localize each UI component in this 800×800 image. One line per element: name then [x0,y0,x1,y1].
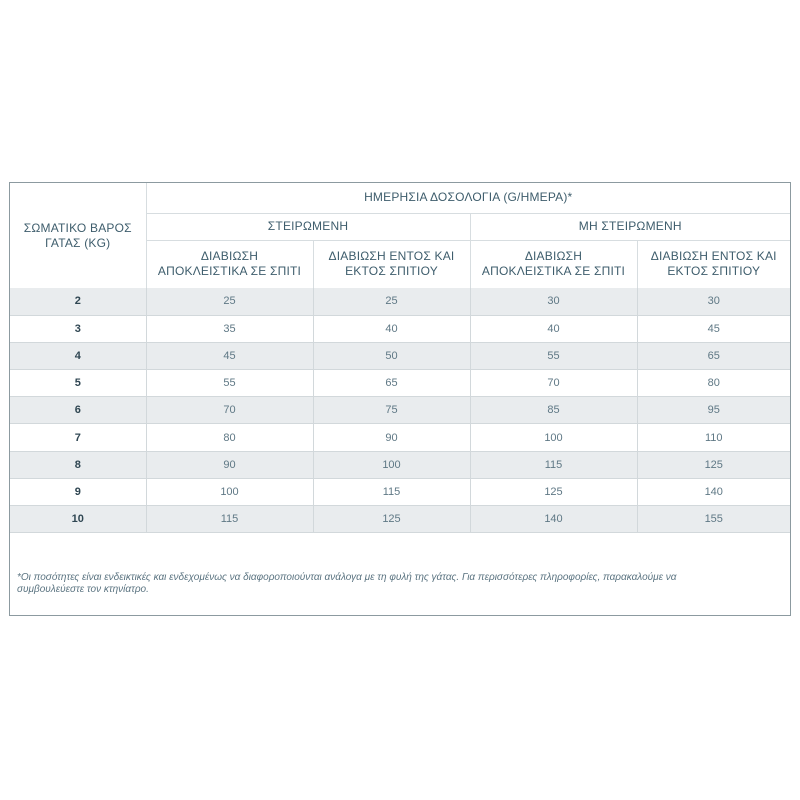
value-cell: 125 [313,506,470,533]
value-cell: 140 [637,478,790,505]
column-header-line1: ΔΙΑΒΙΩΣΗ [200,249,259,264]
column-header-line1: ΔΙΑΒΙΩΣΗ ΕΝΤΟΣ ΚΑΙ [650,249,777,264]
value-cell: 85 [470,397,637,424]
column-header-line2: ΕΚΤΟΣ ΣΠΙΤΙΟΥ [345,264,438,279]
column-header-line1: ΔΙΑΒΙΩΣΗ ΕΝΤΟΣ ΚΑΙ [328,249,455,264]
value-cell: 30 [470,288,637,315]
column-header-line2: ΑΠΟΚΛΕΙΣΤΙΚΑ ΣΕ ΣΠΙΤΙ [481,264,626,279]
value-cell: 40 [470,315,637,342]
neutered-group-header: ΣΤΕΙΡΩΜΕΝΗ [146,213,470,240]
non-neutered-indoor-header [470,240,637,288]
value-cell: 45 [637,315,790,342]
table-row [10,478,790,505]
value-cell: 100 [470,424,637,451]
value-cell: 65 [313,370,470,397]
weight-cell: 5 [10,370,146,397]
value-cell: 40 [313,315,470,342]
value-cell: 95 [637,397,790,424]
weight-cell: 10 [10,506,146,533]
value-cell: 155 [637,506,790,533]
value-cell: 30 [637,288,790,315]
value-cell: 115 [470,451,637,478]
value-cell: 80 [146,424,313,451]
table-row [10,424,790,451]
column-header-line2: ΕΚΤΟΣ ΣΠΙΤΙΟΥ [667,264,761,279]
value-cell: 25 [146,288,313,315]
weight-header-line1: ΣΩΜΑΤΙΚΟ ΒΑΡΟΣ [23,220,132,235]
value-cell: 55 [146,370,313,397]
weight-cell: 8 [10,451,146,478]
column-header-line2: ΑΠΟΚΛΕΙΣΤΙΚΑ ΣΕ ΣΠΙΤΙ [157,264,302,279]
value-cell: 35 [146,315,313,342]
weight-cell: 9 [10,478,146,505]
value-cell: 55 [470,342,637,369]
value-cell: 115 [146,506,313,533]
weight-cell: 6 [10,397,146,424]
value-cell: 75 [313,397,470,424]
value-cell: 80 [637,370,790,397]
value-cell: 25 [313,288,470,315]
neutered-indoor-header [146,240,313,288]
weight-cell: 4 [10,342,146,369]
value-cell: 125 [470,478,637,505]
table-row [10,315,790,342]
value-cell: 100 [313,451,470,478]
value-cell: 70 [470,370,637,397]
value-cell: 45 [146,342,313,369]
value-cell: 125 [637,451,790,478]
weight-cell: 2 [10,288,146,315]
weight-cell: 7 [10,424,146,451]
footnote [17,572,757,596]
value-cell: 50 [313,342,470,369]
dosage-table [10,183,790,533]
table-row [10,397,790,424]
neutered-indoor-outdoor-header [313,240,470,288]
value-cell: 140 [470,506,637,533]
value-cell: 90 [146,451,313,478]
weight-cell: 3 [10,315,146,342]
weight-column-header [10,183,146,288]
table-row [10,288,790,315]
footnote-line1: *Οι ποσότητες είναι ενδεικτικές και ενδεχομένως να διαφοροποιούνται ανάλογα με τη φυλή της γάτας. Για περισσότερες πληροφορίες, παρακαλούμε να [17,572,677,583]
daily-dosage-header: ΗΜΕΡΗΣΙΑ ΔΟΣΟΛΟΓΙΑ (G/ΗΜΕΡΑ)* [146,183,790,213]
table-row [10,506,790,533]
value-cell: 110 [637,424,790,451]
non-neutered-indoor-outdoor-header [637,240,790,288]
non-neutered-group-header: ΜΗ ΣΤΕΙΡΩΜΕΝΗ [470,213,790,240]
table-row [10,370,790,397]
value-cell: 115 [313,478,470,505]
table-row [10,451,790,478]
value-cell: 100 [146,478,313,505]
table-row [10,342,790,369]
footnote-line2: συμβουλεύεστε τον κτηνίατρο. [17,584,149,595]
value-cell: 70 [146,397,313,424]
column-header-line1: ΔΙΑΒΙΩΣΗ [524,249,583,264]
weight-header-line2: ΓΑΤΑΣ (KG) [45,235,111,250]
value-cell: 65 [637,342,790,369]
dosage-table-frame [9,182,791,616]
value-cell: 90 [313,424,470,451]
